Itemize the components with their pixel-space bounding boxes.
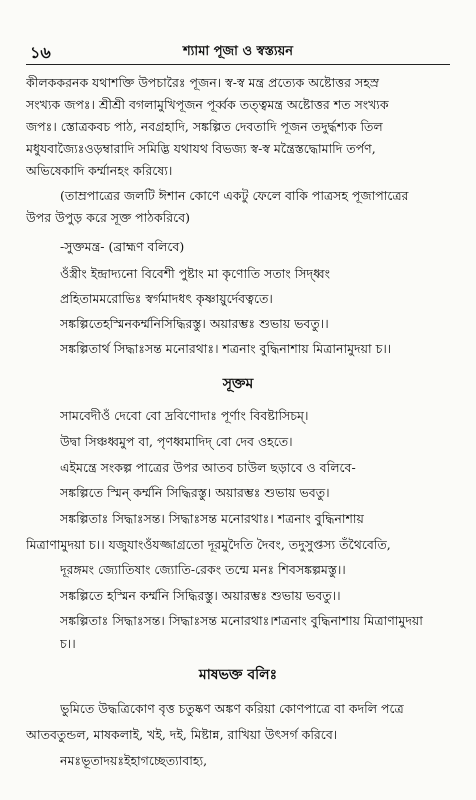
section-line: এইমন্ত্রে সংকল্প পাত্রের উপর আতব চাউল ছড়াবে ও বলিবে- — [60, 460, 356, 475]
section-line: সঙ্কল্পিতে স্মিন্ কর্ম্মনি সিদ্ধিরস্তু। অয়ারম্ভঃ শুভায় ভবতু। — [60, 485, 330, 500]
running-title: শ্যামা পূজা ও স্বস্ত্যয়ন — [182, 44, 294, 59]
section-line: ভুমিতে উদ্ধত্রিকোণ বৃত্ত চতুষ্কণ অঙ্কণ করিয়া কোণপাত্রে বা কদলি পত্রে — [60, 701, 404, 716]
page-header — [26, 40, 450, 64]
section-line: সঙ্কল্পিতে হস্মিন কর্ম্মনি সিদ্ধিরস্তু। অয়ারম্ভঃ শুভায় ভবতু।। — [60, 588, 341, 603]
sukta-mantra-label: -সুক্তমন্ত্র- (ব্রাহ্মণ বলিবে) — [60, 239, 185, 254]
section-line: সঙ্কল্পিতাঃ সিদ্ধাঃসন্ত। সিদ্ধাঃসন্ত মনোরথাঃ। শত্রনাং বুদ্ধিনাশায় — [60, 511, 364, 526]
mantra-line: ওঁস্ত্রীং ইন্দ্রাদ্যনো বিবেশী পুষ্টাং মা কৃণোতি সতাং সিদ্ধ্বং — [60, 266, 330, 281]
paragraph-line: মধুযবাজ্যৈঃওড়ম্বারাদি সমিদ্ভি যথাযথ বিভজ্য স্ব-স্ব মন্ত্রৈস্তদ্ধোমাদি তর্পণ, — [26, 141, 376, 156]
section-line: মিত্রাণামুদয়া চ।। যজুযাংওঁযজ্জাগ্রতো দূরমুদৈতি দৈবং, তদুসুপ্তস্য তঁথৈবেতি, — [26, 537, 391, 552]
section-line: আতবতুন্ডল, মাষকলাই, খই, দই, মিষ্টান্ন, রাখিয়া উৎসর্গ করিবে। — [26, 727, 338, 742]
section-line: সঙ্কল্পিতাঃ সিদ্ধাঃসন্ত। সিদ্ধাঃসন্ত মনোরথাঃ।শত্রনাং বুদ্ধিনাশায় মিত্রাণামুদয়া — [60, 613, 423, 628]
page-number: ১৬ — [30, 43, 51, 62]
section-title-suktam: সূক্তম — [222, 376, 254, 392]
header-rule — [26, 64, 450, 65]
paragraph-line: কীলককরনক যথাশক্তি উপচারৈঃ পূজন। স্ব-স্ব মন্ত্র প্রত্যেক অষ্টোত্তর সহস্র — [26, 75, 380, 90]
paragraph-line: জপঃ। স্তোত্রকবচ পাঠ, নবগ্রহাদি, সঙ্কল্পিত দেবতাদি পূজন তদুর্দ্ধশ্যক তিল — [26, 119, 383, 134]
section-line: উদ্বা সিঞ্চধ্বমুপ বা, পৃণধ্বমাদিদ্ বো দেব ওহতে। — [60, 434, 293, 449]
instruction-line: উপর উপুড় করে সূক্ত পাঠকরিবে) — [26, 210, 191, 225]
section-line: সামবেদীওঁ দেবো বো দ্রবিণোদাঃ পূর্ণাং বিবষ্টাসিচম্। — [60, 408, 309, 423]
section-line: চ।। — [60, 636, 76, 651]
mantra-line: সঙ্কল্পিতেহস্মিনকর্ম্মনিসিদ্ধিরস্তু। অয়ারম্ভঃ শুভায় ভবতু।। — [60, 316, 329, 331]
mantra-line: প্রহিতামমরোভিঃ স্বর্গমাদধৎ কৃষ্ণায়ুর্দেবত্বতে। — [60, 291, 273, 306]
paragraph-line: সংখ্যক জপঃ। শ্রীশ্রী বগলামুখিপূজন পূর্ব্বক তত্ত্বমন্ত্র অষ্টোত্তর শত সংখ্যক — [26, 97, 389, 112]
instruction-line: (তাম্রপাত্রের জলটি ঈশান কোণে একটু ফেলে বাকি পাত্রসহ পূজাপাত্রের — [60, 188, 409, 203]
section-title-mashabhakta-bali: মাষভক্ত বলিঃ — [198, 667, 278, 683]
section-line: নমঃভূতাদয়ঃইহাগচ্ছেত্যাবাহ্য, — [60, 753, 208, 768]
mantra-line: সঙ্কল্পিতার্থ সিদ্ধাঃসন্ত মনোরথাঃ। শত্রনাং বুদ্ধিনাশায় মিত্রানামুদয়া চ।। — [60, 341, 392, 356]
section-line: দূরঙ্গমং জ্যোতিষাং জ্যোতি-রেকং তন্মে মনঃ শিবসঙ্কল্পমস্তু।। — [60, 562, 346, 577]
paragraph-line: অভিষেকাদি কর্ম্মানহং করিষ্যে। — [26, 163, 173, 178]
